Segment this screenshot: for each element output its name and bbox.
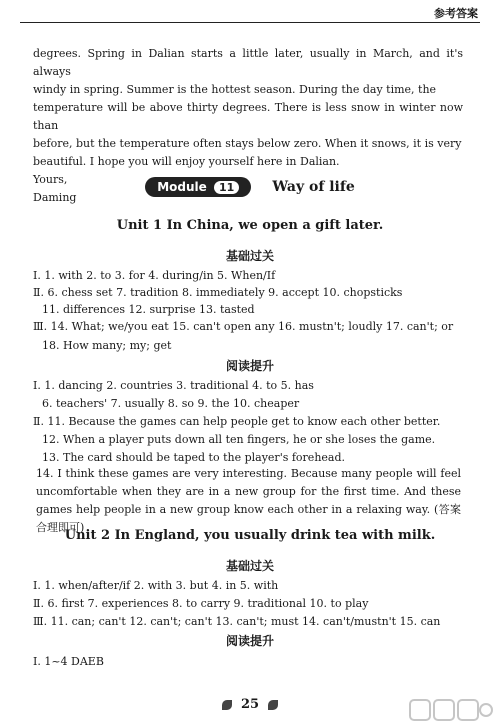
unit1-reading-11: Ⅱ. 11. Because the games can help people get to know each other better. [33,415,441,428]
intro-line-3: temperature will be above thirty degrees. There is less snow in winter now than [33,101,463,132]
leaf-right-icon [268,700,278,710]
unit2-part1: Ⅰ. 1. when/after/if 2. with 3. but 4. in 5. with [33,579,279,592]
unit2-title: Unit 2 In England, you usually drink tea with milk. [64,528,436,543]
leaf-left-icon [222,700,232,710]
unit1-reading-13: 13. The card should be taped to the player's forehead. [42,451,346,464]
page-header: 参考答案 [434,7,478,20]
intro-line-4: before, but the temperature often stays below zero. When it snows, it is very [33,137,462,150]
module-title: Way of life [272,178,355,195]
intro-line-2: windy in spring. Summer is the hottest season. During the day time, the [33,83,437,96]
page-number-text: 25 [240,697,260,712]
intro-line-1: degrees. Spring in Dalian starts a little later, usually in March, and it's always [33,47,463,78]
unit1-reading-1b: 6. teachers' 7. usually 8. so 9. the 10. cheaper [42,397,300,410]
intro-line-7: Daming [33,191,77,204]
unit1-reading-12: 12. When a player puts down all ten fingers, he or she loses the game. [42,433,436,446]
watermark-logo-icon [408,697,494,723]
unit2-reading-1: Ⅰ. 1~4 DAEB [33,655,104,668]
unit2-section-basic: 基础过关 [225,559,274,573]
unit1-part3b: 18. How many; my; get [42,339,172,352]
unit2-part3: Ⅲ. 11. can; can't 12. can't; can't 13. can't; must 14. can't/mustn't 15. can [33,615,441,628]
header-rule [20,22,480,23]
unit1-section-reading: 阅读提升 [225,359,274,373]
unit1-reading-1a: Ⅰ. 1. dancing 2. countries 3. traditional 4. to 5. has [33,379,314,392]
intro-line-5: beautiful. I hope you will enjoy yourself here in Dalian. [33,155,340,168]
module-heading [0,176,500,200]
module-number: 11 [214,181,239,194]
unit2-section-reading: 阅读提升 [225,634,274,648]
unit1-title: Unit 1 In China, we open a gift later. [116,218,384,233]
unit1-part2a: Ⅱ. 6. chess set 7. tradition 8. immediately 9. accept 10. chopsticks [33,286,403,299]
unit1-section-basic: 基础过关 [225,249,274,263]
unit1-part2b: 11. differences 12. surprise 13. tasted [42,303,255,316]
unit1-part1: Ⅰ. 1. with 2. to 3. for 4. during/in 5. When/If [33,269,276,282]
module-badge [145,177,251,197]
intro-line-6: Yours, [33,173,68,186]
module-badge-label: Module [157,179,207,194]
unit2-part2: Ⅱ. 6. first 7. experiences 8. to carry 9. traditional 10. to play [33,597,369,610]
unit1-reading-14 [36,465,461,537]
unit1-reading-14-text: 14. I think these games are very interesting. Because many people will feel uncomfortable when they are in a new group for the first time. And these games help people in a new group know each other in a relaxing way. (答案合理即可) [36,467,461,534]
unit1-part3a: Ⅲ. 14. What; we/you eat 15. can't open any 16. mustn't; loudly 17. can't; or [33,320,454,333]
